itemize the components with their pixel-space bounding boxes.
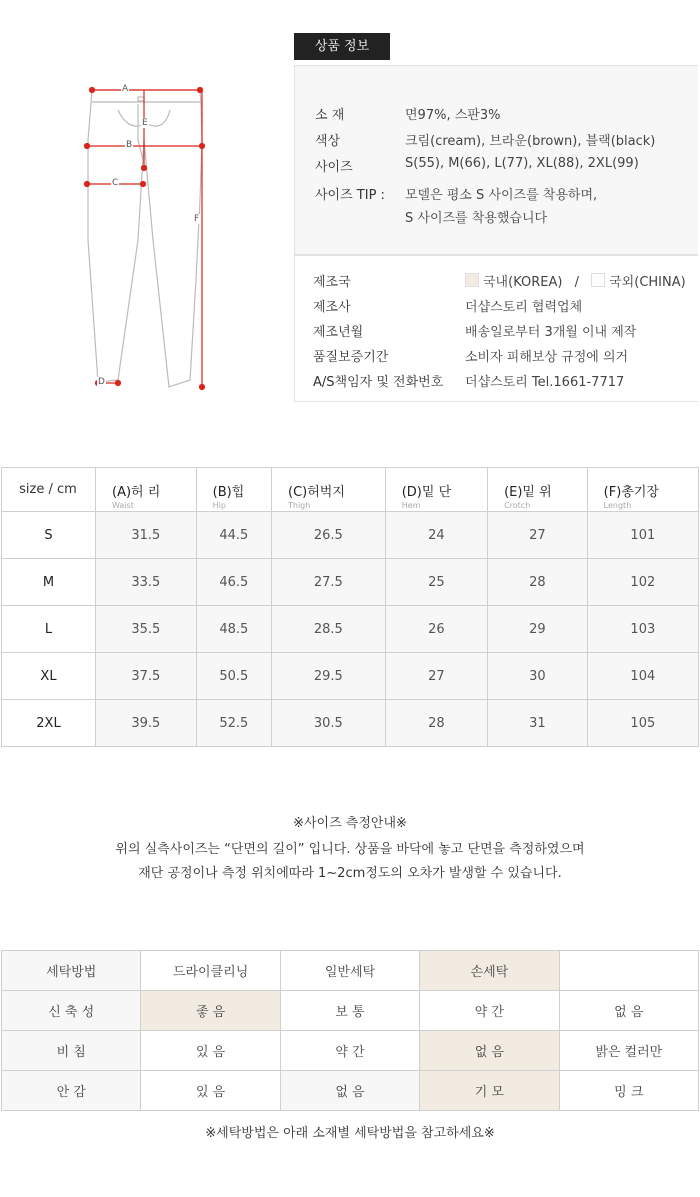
hem-header-sub: Hem: [401, 501, 421, 510]
product-info-title: 상품 정보: [294, 33, 390, 60]
cell: 일반세탁: [280, 951, 419, 991]
cell: 24: [385, 512, 487, 559]
hem-header: [385, 468, 487, 512]
diagram-label-e: E: [142, 118, 148, 128]
length-header-sub: Length: [603, 501, 632, 510]
cell: 있 음: [141, 1071, 280, 1111]
notice-line-1: 위의 실측사이즈는 “단면의 길이” 입니다. 상품을 바닥에 놓고 단면을 측정하였으며: [115, 842, 585, 857]
cell: 102: [587, 559, 698, 606]
diagram-label-a: A: [122, 84, 129, 94]
notice-title: ※사이즈 측정안내※: [293, 816, 407, 831]
wash-method-label: 세탁방법: [2, 951, 141, 991]
color-value: 크림(cream), 브라운(brown), 블랙(black): [405, 134, 656, 149]
cell: 약 간: [420, 991, 559, 1031]
diagram-label-b: B: [126, 140, 133, 150]
diagram-label-c: C: [112, 178, 119, 188]
cell: 있 음: [141, 1031, 280, 1071]
table-row: [2, 512, 699, 559]
cell: 없 음: [559, 991, 698, 1031]
as-contact-label: A/S책임자 및 전화번호: [313, 375, 444, 390]
cell: 30.5: [272, 700, 386, 747]
product-info-box: [294, 65, 698, 255]
origin-value: [465, 271, 686, 290]
table-row: [2, 951, 699, 991]
cell: 37.5: [96, 653, 197, 700]
footer-note: ※세탁방법은 아래 소재별 세탁방법을 참고하세요※: [205, 1126, 495, 1141]
cell-selected: 기 모: [420, 1071, 559, 1111]
crotch-header-sub: Crotch: [504, 501, 531, 510]
cell: 26.5: [272, 512, 386, 559]
as-contact-value: 더샵스토리 Tel.1661-7717: [465, 375, 625, 390]
washing-table: [1, 950, 699, 1111]
cell: 39.5: [96, 700, 197, 747]
cell: 44.5: [196, 512, 271, 559]
manufacture-date-value: 배송일로부터 3개월 이내 제작: [465, 325, 637, 340]
size-value: S(55), M(66), L(77), XL(88), 2XL(99): [405, 156, 639, 171]
crotch-header: [488, 468, 588, 512]
origin-china: 국외(CHINA): [609, 275, 686, 290]
product-origin-box: [294, 255, 698, 402]
cell: 35.5: [96, 606, 197, 653]
cell: 27: [488, 512, 588, 559]
hip-header-sub: Hip: [212, 501, 226, 510]
table-row: [2, 1071, 699, 1111]
origin-label: 제조국: [313, 275, 351, 290]
cell: 48.5: [196, 606, 271, 653]
warranty-label: 품질보증기간: [313, 350, 389, 365]
thigh-header-label: (C)허벅지: [288, 485, 345, 500]
cell: 104: [587, 653, 698, 700]
origin-separator: /: [574, 275, 579, 290]
cell-selected: 좋 음: [141, 991, 280, 1031]
manufacture-date-label: 제조년월: [313, 325, 364, 340]
cell: 밍 크: [559, 1071, 698, 1111]
waist-header-label: (A)허 리: [112, 485, 161, 500]
hip-header: [196, 468, 271, 512]
cell-selected: 손세탁: [420, 951, 559, 991]
size-tip-value: 모델은 평소 S 사이즈를 착용하며,: [405, 188, 598, 203]
cell: 드라이클리닝: [141, 951, 280, 991]
length-header: [587, 468, 698, 512]
cell: 101: [587, 512, 698, 559]
waist-header: [96, 468, 197, 512]
see-through-label: 비 침: [2, 1031, 141, 1071]
cell: 없 음: [280, 1071, 419, 1111]
cell: 31: [488, 700, 588, 747]
row-size: M: [2, 559, 96, 606]
cell: 31.5: [96, 512, 197, 559]
size-table: [1, 467, 699, 747]
korea-checkbox-icon: [465, 273, 479, 287]
table-row: [2, 700, 699, 747]
table-row: [2, 559, 699, 606]
cell: 약 간: [280, 1031, 419, 1071]
size-table-header: [2, 468, 699, 512]
size-label: 사이즈: [315, 160, 353, 175]
cell: [559, 951, 698, 991]
diagram-label-d: D: [98, 377, 105, 387]
cell: 30: [488, 653, 588, 700]
manufacturer-label: 제조사: [313, 300, 351, 315]
row-size: 2XL: [2, 700, 96, 747]
waist-header-sub: Waist: [112, 501, 134, 510]
cell: 46.5: [196, 559, 271, 606]
hem-header-label: (D)밑 단: [401, 485, 452, 500]
material-value: 면97%, 스판3%: [405, 108, 501, 123]
size-tip-value-2: S 사이즈를 착용했습니다: [405, 211, 548, 226]
table-row: [2, 991, 699, 1031]
cell-selected: 없 음: [420, 1031, 559, 1071]
table-row: [2, 606, 699, 653]
table-row: [2, 653, 699, 700]
cell: 25: [385, 559, 487, 606]
row-size: XL: [2, 653, 96, 700]
cell: 28: [488, 559, 588, 606]
size-tip-label: 사이즈 TIP :: [315, 188, 385, 203]
cell: 105: [587, 700, 698, 747]
cell: 29: [488, 606, 588, 653]
cell: 28.5: [272, 606, 386, 653]
cell: 52.5: [196, 700, 271, 747]
color-label: 색상: [315, 134, 341, 149]
diagram-label-f: F: [194, 214, 200, 224]
cell: 27.5: [272, 559, 386, 606]
row-size: L: [2, 606, 96, 653]
thigh-header-sub: Thigh: [288, 501, 311, 510]
cell: 밝은 컬러만: [559, 1031, 698, 1071]
thigh-header: [272, 468, 386, 512]
size-header: size / cm: [2, 468, 96, 512]
cell: 28: [385, 700, 487, 747]
cell: 27: [385, 653, 487, 700]
warranty-value: 소비자 피해보상 규정에 의거: [465, 350, 629, 365]
stretch-label: 신 축 성: [2, 991, 141, 1031]
length-header-label: (F)총기장: [603, 485, 659, 500]
notice-line-2: 재단 공정이나 측정 위치에따라 1~2cm정도의 오차가 발생할 수 있습니다.: [138, 866, 562, 881]
cell: 103: [587, 606, 698, 653]
row-size: S: [2, 512, 96, 559]
lining-label: 안 감: [2, 1071, 141, 1111]
cell: 29.5: [272, 653, 386, 700]
cell: 50.5: [196, 653, 271, 700]
cell: 33.5: [96, 559, 197, 606]
crotch-header-label: (E)밑 위: [504, 485, 552, 500]
china-checkbox-icon: [591, 273, 605, 287]
cell: 보 통: [280, 991, 419, 1031]
manufacturer-value: 더샵스토리 협력업체: [465, 300, 583, 315]
table-row: [2, 1031, 699, 1071]
material-label: 소 재: [315, 108, 345, 123]
hip-header-label: (B)힙: [212, 485, 245, 500]
origin-korea: 국내(KOREA): [483, 275, 563, 290]
cell: 26: [385, 606, 487, 653]
